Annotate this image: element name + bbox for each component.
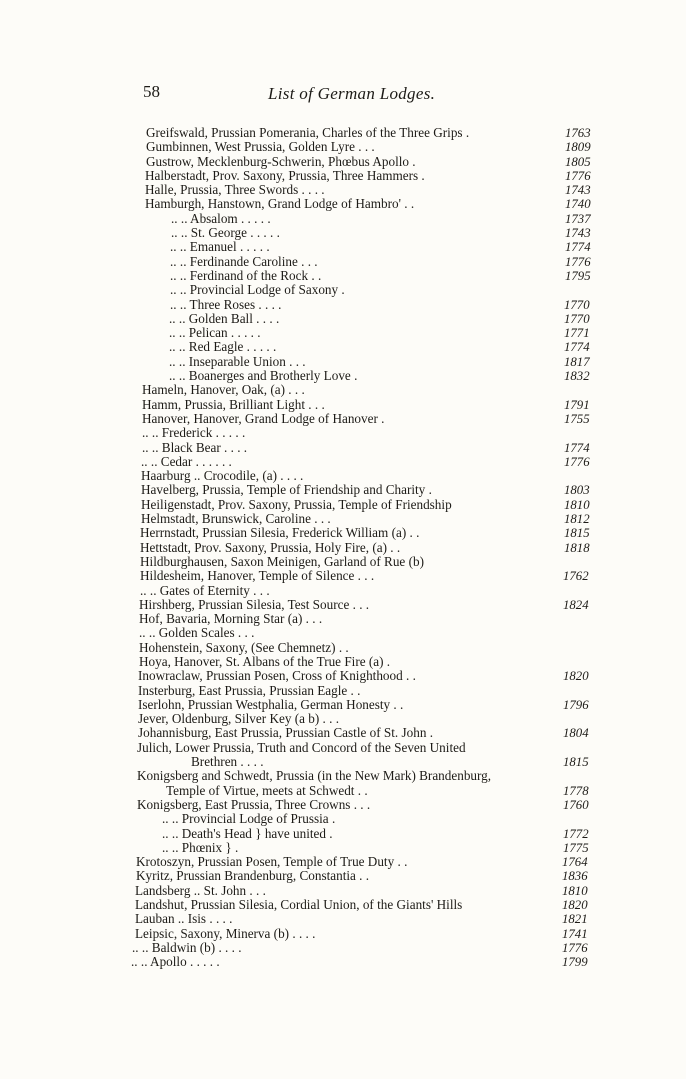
lodge-entry-year: 1791 bbox=[564, 397, 590, 412]
lodge-entry bbox=[0, 841, 686, 855]
lodge-entry bbox=[0, 412, 686, 426]
lodge-entry-year: 1810 bbox=[564, 497, 590, 512]
lodge-entry bbox=[0, 669, 686, 683]
lodge-entry-text: Brethren . . . . bbox=[191, 754, 264, 770]
lodge-entry bbox=[0, 598, 686, 612]
lodge-entry-year: 1817 bbox=[564, 354, 590, 369]
lodge-entry bbox=[0, 183, 686, 197]
lodge-entry-year: 1770 bbox=[564, 311, 590, 326]
lodge-entry-year: 1776 bbox=[564, 454, 590, 469]
lodge-entry-text: Kyritz, Prussian Brandenburg, Constantia . . bbox=[136, 868, 370, 884]
lodge-entry bbox=[0, 755, 686, 769]
lodge-entry bbox=[0, 812, 686, 826]
lodge-entry bbox=[0, 326, 686, 340]
lodge-entry-year: 1760 bbox=[563, 797, 589, 812]
lodge-entry-text: Hildesheim, Hanover, Temple of Silence . . . bbox=[140, 568, 375, 584]
lodge-entry bbox=[0, 884, 686, 898]
lodge-entry bbox=[0, 483, 686, 497]
lodge-entry-year: 1778 bbox=[563, 783, 589, 798]
lodge-entry-year: 1770 bbox=[564, 297, 590, 312]
lodge-entry-year: 1821 bbox=[562, 912, 588, 927]
lodge-entry-text: .. .. Boanerges and Brotherly Love . bbox=[169, 368, 358, 384]
lodge-entry bbox=[0, 498, 686, 512]
lodge-entry-text: Gustrow, Mecklenburg-Schwerin, Phœbus Apollo . bbox=[146, 153, 416, 169]
lodge-entry-year: 1764 bbox=[562, 855, 588, 870]
lodge-entry-text: .. .. Absalom . . . . . bbox=[171, 210, 271, 226]
lodge-entry-year: 1824 bbox=[563, 597, 589, 612]
lodge-entry-text: Halle, Prussia, Three Swords . . . . bbox=[145, 182, 325, 198]
lodge-entry bbox=[0, 512, 686, 526]
lodge-entry bbox=[0, 441, 686, 455]
lodge-entry bbox=[0, 340, 686, 354]
lodge-entry bbox=[0, 726, 686, 740]
lodge-entry-text: .. .. Emanuel . . . . . bbox=[170, 239, 270, 255]
lodge-entry bbox=[0, 655, 686, 669]
lodge-entry bbox=[0, 827, 686, 841]
lodge-entry-year: 1743 bbox=[565, 226, 591, 241]
lodge-entry bbox=[0, 912, 686, 926]
lodge-entry-text: Havelberg, Prussia, Temple of Friendship and Charity . bbox=[141, 482, 432, 498]
lodge-entry-text: Greifswald, Prussian Pomerania, Charles of the Three Grips . bbox=[146, 125, 470, 140]
lodge-entry-text: Haarburg .. Crocodile, (a) . . . . bbox=[141, 468, 304, 484]
lodge-entry-text: .. .. Apollo . . . . . bbox=[131, 954, 220, 970]
lodge-entry-text: Hildburghausen, Saxon Meinigen, Garland of Rue (b) bbox=[140, 553, 424, 569]
lodge-entry-text: Hamburgh, Hanstown, Grand Lodge of Hambro' . . bbox=[145, 196, 415, 212]
lodge-entry bbox=[0, 269, 686, 283]
lodge-entry bbox=[0, 927, 686, 941]
lodge-entry-text: Landshut, Prussian Silesia, Cordial Union, of the Giants' Hills bbox=[135, 897, 463, 913]
lodge-entry bbox=[0, 155, 686, 169]
lodge-entry-year: 1763 bbox=[565, 126, 591, 140]
lodge-entry-year: 1795 bbox=[565, 268, 591, 283]
lodge-entry bbox=[0, 312, 686, 326]
lodge-entry-text: Konigsberg and Schwedt, Prussia (in the New Mark) Brandenburg, bbox=[137, 768, 492, 784]
lodge-entry bbox=[0, 469, 686, 483]
lodge-entry bbox=[0, 355, 686, 369]
lodge-entry-year: 1755 bbox=[564, 411, 590, 426]
lodge-entry-year: 1804 bbox=[563, 726, 589, 741]
lodge-entry-text: .. .. Three Roses . . . . bbox=[170, 296, 282, 312]
lodge-entry-year: 1762 bbox=[563, 569, 589, 584]
lodge-entry-text: Krotoszyn, Prussian Posen, Temple of True Duty . . bbox=[136, 854, 408, 870]
lodge-entry-text: .. .. Red Eagle . . . . . bbox=[169, 339, 277, 355]
lodge-entry bbox=[0, 541, 686, 555]
lodge-entry-text: Konigsberg, East Prussia, Three Crowns . . . bbox=[137, 796, 371, 812]
lodge-entry-text: .. .. Provincial Lodge of Prussia . bbox=[162, 811, 336, 827]
lodge-entry bbox=[0, 369, 686, 383]
lodge-entry-text: .. .. Golden Ball . . . . bbox=[169, 310, 280, 326]
lodge-entry-text: Hof, Bavaria, Morning Star (a) . . . bbox=[139, 611, 323, 627]
lodge-entry-text: .. .. Ferdinand of the Rock . . bbox=[170, 267, 322, 283]
lodge-entry-text: .. .. Cedar . . . . . . bbox=[141, 453, 232, 469]
lodge-entry-text: Temple of Virtue, meets at Schwedt . . bbox=[166, 782, 368, 798]
lodge-entry-text: Hameln, Hanover, Oak, (a) . . . bbox=[142, 382, 305, 398]
lodge-entry bbox=[0, 398, 686, 412]
lodge-entry-text: Hirshberg, Prussian Silesia, Test Source . . . bbox=[139, 596, 370, 612]
lodge-entry-year: 1820 bbox=[563, 669, 589, 684]
lodge-entry bbox=[0, 212, 686, 226]
lodge-entry-year: 1815 bbox=[563, 755, 589, 770]
lodge-entry-year: 1775 bbox=[563, 840, 589, 855]
lodge-entry-text: Hohenstein, Saxony, (See Chemnetz) . . bbox=[139, 639, 349, 655]
lodge-entry bbox=[0, 869, 686, 883]
lodge-entry-text: .. .. Frederick . . . . . bbox=[142, 425, 246, 441]
lodge-entry-text: Lauban .. Isis . . . . bbox=[135, 911, 233, 927]
lodge-entry-text: Johannisburg, East Prussia, Prussian Castle of St. John . bbox=[138, 725, 434, 741]
lodge-entry-text: Hanover, Hanover, Grand Lodge of Hanover . bbox=[142, 410, 385, 426]
lodge-entry-text: .. .. Provincial Lodge of Saxony . bbox=[170, 282, 345, 298]
lodge-entry bbox=[0, 955, 686, 969]
lodge-entry bbox=[0, 712, 686, 726]
lodge-entry bbox=[0, 298, 686, 312]
lodge-entry-year: 1771 bbox=[564, 326, 590, 341]
lodge-entry-year: 1815 bbox=[564, 526, 590, 541]
page-number: 58 bbox=[143, 82, 160, 101]
lodge-entry-text: Inowraclaw, Prussian Posen, Cross of Knighthood . . bbox=[138, 668, 416, 684]
lodge-entry-text: .. .. Pelican . . . . . bbox=[169, 325, 261, 341]
lodge-entry-text: Insterburg, East Prussia, Prussian Eagle . . bbox=[138, 682, 361, 698]
lodge-entry-text: Heiligenstadt, Prov. Saxony, Prussia, Temple of Friendship bbox=[141, 496, 452, 512]
lodge-entry bbox=[0, 641, 686, 655]
lodge-entry bbox=[0, 283, 686, 297]
lodge-entry-text: Hettstadt, Prov. Saxony, Prussia, Holy Fire, (a) . . bbox=[140, 539, 401, 555]
lodge-entry bbox=[0, 855, 686, 869]
lodge-entry-text: Halberstadt, Prov. Saxony, Prussia, Three Hammers . bbox=[145, 167, 425, 183]
lodge-entry-year: 1820 bbox=[562, 898, 588, 913]
lodge-entry-year: 1776 bbox=[562, 940, 588, 955]
lodge-entry bbox=[0, 197, 686, 211]
lodge-entry-year: 1776 bbox=[565, 254, 591, 269]
lodge-entry bbox=[0, 455, 686, 469]
lodge-entry-text: Jever, Oldenburg, Silver Key (a b) . . . bbox=[138, 711, 340, 727]
lodge-entry-year: 1809 bbox=[565, 140, 591, 155]
lodge-entry bbox=[0, 698, 686, 712]
lodge-entry-year: 1832 bbox=[564, 369, 590, 384]
lodge-entry bbox=[0, 226, 686, 240]
lodge-entry-text: .. .. Ferdinande Caroline . . . bbox=[170, 253, 318, 269]
lodge-entry-year: 1774 bbox=[564, 440, 590, 455]
lodge-entry-year: 1836 bbox=[562, 869, 588, 884]
lodge-entry-text: Iserlohn, Prussian Westphalia, German Honesty . . bbox=[138, 696, 404, 712]
lodge-entry-year: 1774 bbox=[564, 340, 590, 355]
lodge-entry-year: 1799 bbox=[562, 955, 588, 970]
lodge-entry bbox=[0, 741, 686, 755]
lodge-entry bbox=[0, 426, 686, 440]
lodge-entry-text: .. .. Inseparable Union . . . bbox=[169, 353, 306, 369]
lodge-entry bbox=[0, 626, 686, 640]
lodge-entry-year: 1741 bbox=[562, 926, 588, 941]
lodge-entry-year: 1818 bbox=[564, 540, 590, 555]
lodge-entry-year: 1776 bbox=[565, 168, 591, 183]
lodge-entry bbox=[0, 569, 686, 583]
lodge-entry-text: .. .. Death's Head } have united . bbox=[162, 825, 333, 841]
lodge-entry-text: .. .. St. George . . . . . bbox=[171, 225, 280, 241]
lodge-entry bbox=[0, 126, 686, 140]
lodge-entry-text: Hoya, Hanover, St. Albans of the True Fire (a) . bbox=[139, 653, 391, 669]
lodge-entry bbox=[0, 684, 686, 698]
lodge-entry bbox=[0, 383, 686, 397]
lodge-entry bbox=[0, 526, 686, 540]
lodge-entry-text: Leipsic, Saxony, Minerva (b) . . . . bbox=[135, 925, 316, 941]
lodge-entry bbox=[0, 612, 686, 626]
lodge-entry-text: .. .. Gates of Eternity . . . bbox=[140, 582, 270, 598]
lodge-entry bbox=[0, 798, 686, 812]
page-title: List of German Lodges. bbox=[268, 84, 436, 103]
lodge-entry-year: 1796 bbox=[563, 697, 589, 712]
lodge-entry-text: .. .. Golden Scales . . . bbox=[139, 625, 255, 641]
lodge-entry bbox=[0, 140, 686, 154]
lodge-entry-year: 1803 bbox=[564, 483, 590, 498]
lodge-entry-text: Landsberg .. St. John . . . bbox=[135, 882, 266, 898]
lodge-entry bbox=[0, 784, 686, 798]
lodge-entry-text: Julich, Lower Prussia, Truth and Concord of the Seven United bbox=[137, 739, 466, 755]
lodge-list bbox=[0, 126, 686, 970]
lodge-entry bbox=[0, 898, 686, 912]
lodge-entry-text: Helmstadt, Brunswick, Caroline . . . bbox=[141, 511, 331, 527]
lodge-entry-text: .. .. Phœnix } . bbox=[162, 839, 239, 855]
lodge-entry bbox=[0, 941, 686, 955]
lodge-entry-year: 1772 bbox=[563, 826, 589, 841]
lodge-entry-year: 1743 bbox=[565, 183, 591, 198]
lodge-entry bbox=[0, 584, 686, 598]
lodge-entry-text: Hamm, Prussia, Brilliant Light . . . bbox=[142, 396, 325, 412]
lodge-entry bbox=[0, 169, 686, 183]
lodge-entry-year: 1737 bbox=[565, 211, 591, 226]
lodge-entry bbox=[0, 240, 686, 254]
lodge-entry-year: 1810 bbox=[562, 883, 588, 898]
lodge-entry bbox=[0, 555, 686, 569]
lodge-entry-text: Gumbinnen, West Prussia, Golden Lyre . . . bbox=[146, 139, 375, 155]
lodge-entry bbox=[0, 255, 686, 269]
lodge-entry-year: 1740 bbox=[565, 197, 591, 212]
lodge-entry-text: .. .. Baldwin (b) . . . . bbox=[132, 939, 242, 955]
lodge-entry-year: 1774 bbox=[565, 240, 591, 255]
lodge-entry-text: Herrnstadt, Prussian Silesia, Frederick William (a) . . bbox=[140, 525, 420, 541]
lodge-entry-text: .. .. Black Bear . . . . bbox=[142, 439, 248, 455]
lodge-entry-year: 1805 bbox=[565, 154, 591, 169]
lodge-entry-year: 1812 bbox=[564, 512, 590, 527]
lodge-entry bbox=[0, 769, 686, 783]
